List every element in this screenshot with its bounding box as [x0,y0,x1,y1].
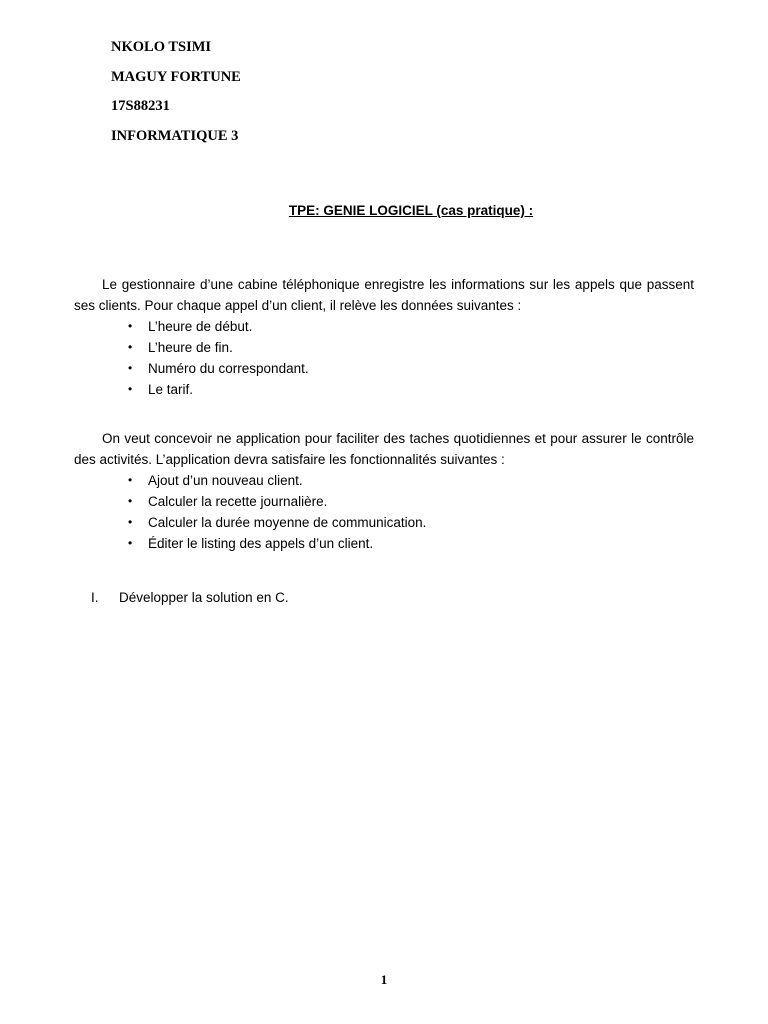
list-item-text: Calculer la recette journalière. [148,494,328,509]
student-first-name: MAGUY FORTUNE [111,68,241,85]
call-data-list [128,316,309,400]
bullet-icon: • [128,361,133,375]
list-item-text: L’heure de début. [148,319,253,334]
bullet-icon: • [128,515,133,529]
section-text: Développer la solution en C. [119,590,289,605]
section-heading [91,587,289,608]
list-item [128,316,309,337]
intro-paragraph: Le gestionnaire d’une cabine téléphonique enregistre les informations sur les appels que passent ses clients. Pour chaque appel d’un client, il relève les données suivantes : [74,276,694,313]
bullet-icon: • [128,473,133,487]
list-item-text: L’heure de fin. [148,340,233,355]
bullet-icon: • [128,494,133,508]
list-item [128,337,309,358]
bullet-icon: • [128,382,133,396]
list-item [128,512,426,533]
list-item-text: Le tarif. [148,382,194,397]
list-item [128,358,309,379]
list-item [128,491,426,512]
list-item-text: Ajout d’un nouveau client. [148,473,303,488]
bullet-icon: • [128,536,133,550]
student-last-name: NKOLO TSIMI [111,39,212,55]
page-number: 1 [380,972,388,987]
list-item-text: Numéro du correspondant. [148,361,309,376]
list-item-text: Éditer le listing des appels d’un client. [148,536,374,551]
section-number: I. [91,590,99,605]
bullet-icon: • [128,340,133,354]
list-item [128,379,309,400]
list-item [128,533,426,554]
student-id: 17S88231 [111,98,170,114]
document-title: TPE: GENIE LOGICIEL (cas pratique) : [288,203,534,218]
student-class: INFORMATIQUE 3 [111,127,239,144]
list-item [128,470,426,491]
student-info-header [111,33,241,151]
requirements-paragraph: On veut concevoir ne application pour faciliter des taches quotidiennes et pour assurer le contrôle des activités. L’application devra satisfaire les fonctionnalités suivantes : [74,430,694,467]
features-list [128,470,426,554]
list-item-text: Calculer la durée moyenne de communication. [148,515,427,530]
bullet-icon: • [128,319,133,333]
